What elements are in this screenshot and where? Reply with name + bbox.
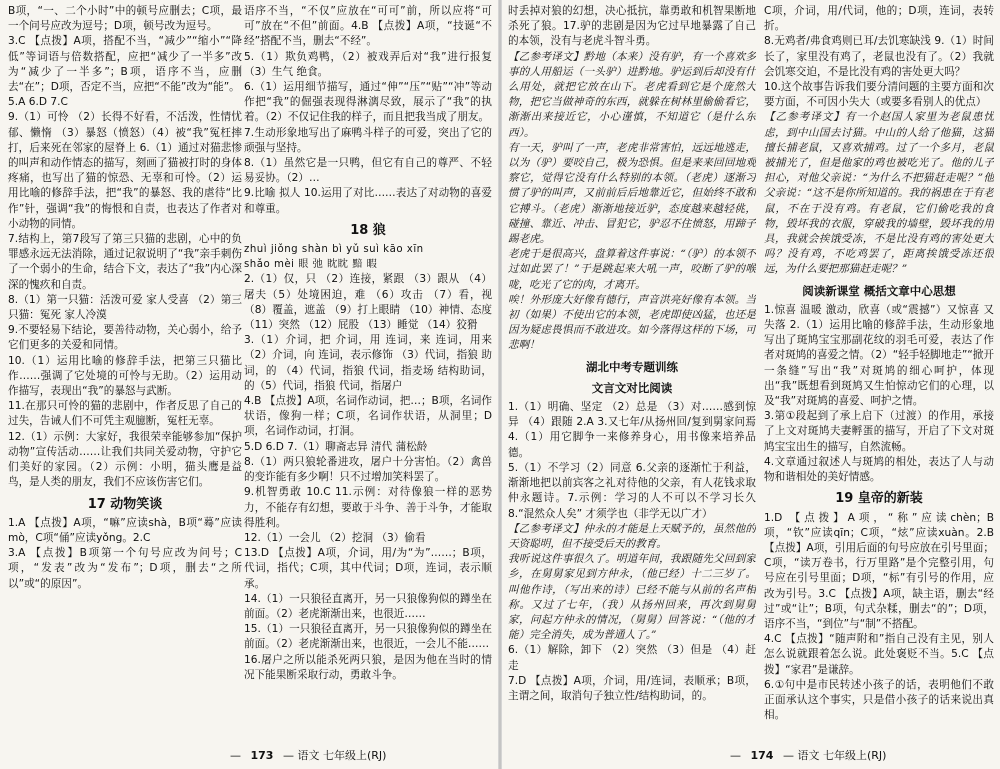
answer-paragraph: 5.A 6.D 7.C [8,96,68,109]
answer-paragraph: 时丢掉对狼的幻想，决心抵抗，靠勇敢和机智果断地杀死了狼。17.驴的悲剧是因为它过早地暴露了自己的本领，没有与老虎斗智斗勇。 [508,5,756,48]
left-column-2 [244,4,492,732]
right-column-1 [508,4,756,732]
answer-paragraph: 语序不当，“不仅”应放在“可可”前，所以应将“可可”放在“不但”前面。4.B 【点拨】A项，“技诞“不经”搭配不当，删去“不经”。 [244,5,492,48]
answer-paragraph: 12.（1）一会儿 （2）挖洞 （3）偷看 [244,531,426,544]
answer-paragraph: 7.结构上，第7段写了第三只猫的悲剧，心中的负罪感永远无法消除，通过记叙说明了“我”亲手刺伤了一个弱小的生命，结合下文，表达了“我”内心深深的愧疚和自责。 [8,233,242,291]
translation-paragraph: 【乙参考译文】仲永的才能是上天赋予的，虽然他的天资聪明，但不接受后天的教育。 [508,522,756,550]
answer-paragraph: 12.（1）示例：大家好，我很荣幸能够参加“保护动物”宣传活动……让我们共同关爱动物，守护它们美好的家园。（2）示例：小明，猫头鹰是益鸟，是人类的朋友，我们不应该伤害它们。 [8,430,242,489]
answer-paragraph: 8.（1）两只狼轮番进攻，屠户十分害怕。（2）禽兽的变诈能有多少啊！只不过增加笑料罢了。 [244,455,492,484]
answer-paragraph: 5.（1）不学习（2）同意 6.父亲的逐渐忙于利益，渐渐地把以前宾客之礼对待他的父亲，有人花钱求取仲永题诗。7.示例：学习的人不可以不学习长久 8.“混然众人矣” 才须学也（非学无以广才） [508,461,756,520]
answer-paragraph: 7.D 【点拨】A项，介词，用/连词，表顺承；B项，主谓之间，取消句子独立性/结构助词，的。 [508,674,756,702]
answer-paragraph: 15.（1）一只狼径直离开，另一只狼像狗似的蹲坐在前面。（2）老虎渐渐出来，也很近，一会儿不能…… [244,623,492,651]
right-column-2 [764,4,994,732]
section-title-hubei: 湖北中考专题训练 [586,359,678,374]
footer-label: 语文 七年级上(RJ) [797,749,887,762]
right-page-footer: — 174 — 语文 七年级上(RJ) [730,749,887,762]
answer-paragraph: 7.生动形象地写出了麻鸭斗样子的可爱，突出了它的顽强与坚持。 [244,126,492,154]
answer-paragraph: 11.在那只可怜的猫的悲剧中，作者反思了自己的过失，告诫人们不可凭主观臆断，冤枉无辜。 [8,400,242,428]
answer-paragraph: 1.A 【点拨】A项，“嘛”应读shà，B项“蓦”应读mò，C项“俑”应读yǒng。2.C [8,516,242,544]
answer-paragraph: 2.（1）仅，只 （2）连接，紧跟 （3）跟从 （4）屠夫（5）处境困迫，难 （6）攻击 （7）看，视 （8）覆盖，遮盖 （9）打上眼睛 （10）神情、态度（11）突然 （12）屁股 （13）睡觉 （14）狡猾 [244,273,492,332]
answer-paragraph: 9.（1）可怜 （2）长得不好看，不活泼，性情忧郁、懒惰 （3）暴怒（愤怒）（4）被“我”冤枉摔打，后来死在邻家的屋脊上 6.（1）通过对猫悲惨的叫声和动作情态的描写，刻画了猫被打时的身体疼痛，也写出了猫的惊恐、无辜和可怜。（2）运用比喻的修辞手法，把“我”的暴怒、我的虐待“比作”针，强调“我”的悔恨和自责，也表达了作者对小动物的同情。 [8,111,242,230]
section-title-18: 18 狼 [350,222,386,238]
answer-paragraph: 14.（1）一只狼径直离开，另一只狼像狗似的蹲坐在前面。（2）老虎渐渐出来，也很近…… [244,592,492,620]
page-number: 174 [750,749,774,762]
answer-paragraph: 10.这个故事告诉我们要分清问题的主要方面和次要方面，不可因小失大（或要多看别人的优点） [764,81,994,109]
answer-paragraph: 8.无鸡者/弗食鸡则已耳/去饥寒缺浅 9.（1）时间长了，家里没有鸡了，老鼠也没有了。（2）我就会饥寒交迫，不是比没有鸡的害处更大吗？ [764,35,994,78]
right-page [500,0,1000,769]
answer-paragraph: 1.（1）明确、坚定 （2）总是 （3）对……感到惊异 （4）跟随 2.A 3.又七年/从扬州回/复到舅家问焉 4.（1）用它脚争一来修养身心，用书像来培养品德。 [508,401,756,459]
answer-paragraph: 9.机智勇敢 10.C 11.示例：对待像狼一样的恶势力，不能存有幻想，要敢于斗争、善于斗争，才能取得胜利。 [244,486,492,529]
answer-paragraph: 5.（1）欺负鸡鸭，（2）被戏弄后对“我”进行报复（3）生气 绝食。 [244,50,492,78]
answer-paragraph: 1.D 【点拨】A项，“称”应读chèn；B项，“钦”应读qīn；C项，“炫”应读xuàn。2.B 【点拨】A项，引用后面的句号应放在引号里面；C项，“读万卷书，行万里路”是个完整引用，句号应在引号里面；D项，“标”有引号的作用，应改为引号。3.C 【点拨】A项，缺主语，删去“经过”或“让”；B项，句式杂糅，删去“的”；D项，语序不当，“到位”与“制”不搭配。 [764,511,994,630]
answer-paragraph: 13.D 【点拨】A项，介词，用/为“为”……；B项，代词，指代；C项，其中代词；D项，连词，表示顺承。 [244,547,492,590]
translation-paragraph: 老虎于是很高兴，盘算着这件事说：“（驴）的本领不过如此罢了！”于是跳起来大吼一声，咬断了驴的喉咙，吃光了它的肉，才离开。 [508,248,756,291]
section-title-reading: 阅读新课堂 概括文章中心思想 [802,283,956,298]
left-page-footer: — 173 — 语文 七年级上(RJ) [230,749,387,762]
footer-label: 语文 七年级上(RJ) [297,749,387,762]
answer-paragraph: 10.（1）运用比喻的修辞手法，把第三只猫比作……强调了它处境的可怜与无助。（2）运用动作描写，表现出“我”的暴怒与武断。 [8,354,242,398]
pinyin-line: shǎo mèi 眼 弛 眈眈 黯 暇 [244,259,378,271]
translation-paragraph: 唉！外形庞大好像有德行，声音洪亮好像有本领。当初（如果）不使出它的本领，老虎即使凶猛，也还是因为疑虑畏惧而不敢进攻。如今落得这样的下场，可悲啊！ [508,293,756,352]
pinyin-line: zhuì jiǒng shàn bì yǔ suì kāo xīn [244,244,424,256]
translation-paragraph: 我听说这件事很久了。明道年间，我跟随先父回到家乡，在舅舅家见到方仲永，（他已经）十二三岁了。叫他作诗，（写出来的诗）已经不能与从前的名声相称。又过了七年，（我）从扬州回来，再次到舅舅家，问起方仲永的情况，（舅舅）回答说：“（他的才能）完全消失，成为普通人了。” [508,553,756,642]
answer-paragraph: 8.（1）虽然它是一只鸭，但它有自己的尊严、不轻易妥协。（2）… [244,157,492,185]
answer-paragraph: C项，介词，用/代词，他的；D项，连词，表转折。 [764,5,994,33]
answer-paragraph: B项，“一、二个小时”中的顿号应删去；C项，最一个问号应改为逗号；D项，顿号改为逗号。 [8,5,242,33]
translation-paragraph: 有一天，驴叫了一声，老虎非常害怕，远远地逃走，以为（驴）要咬自己，极为恐惧。但是来来回回地观察它，觉得它没有什么特别的本领。（老虎）逐渐习惯了驴的叫声，又前前后后地靠近它，但始终不敢和它搏斗。（老虎）渐渐地接近驴，态度越来越轻佻，碰撞、靠近、冲击、冒犯它，驴忍不住愤怒，用蹄子踢老虎。 [508,141,756,246]
translation-paragraph: 【乙参考译文】有一个赵国人家里为老鼠患忧虑，到中山国去讨猫。中山的人给了他猫，这猫擅长捕老鼠，又喜欢捕鸡。过了一个多月，老鼠被捕光了，但是他家的鸡也被吃光了。他的儿子担心，对他父亲说：“为什么不把猫赶走呢？”他父亲说：“这不是你所知道的。我的祸患在于有老鼠，不在于没有鸡。有老鼠，它们偷吃我的食物，毁坏我的衣服，穿破我的墙壁，毁坏我的用具，我就会挨饿受冻，不是比没有鸡的害处更大吗？没有鸡，不吃鸡罢了，距离挨饿受冻还很远，为什么要把那猫赶走呢？” [764,111,994,276]
answer-paragraph: 9.不要轻易下结论，要善待动物，关心弱小，给予它们更多的关爱和同情。 [8,324,242,352]
answer-paragraph: 9.比喻 拟人 10.运用了对比……表达了对动物的喜爱和尊重。 [244,187,492,215]
left-column-1 [8,4,242,732]
answer-paragraph: 6.①句中是市民转述小孩子的话，表明他们不敢正面承认这个事实，只是借小孩子的话来说出真相。 [764,678,994,722]
answer-paragraph: 8.（1）第一只猫：活泼可爱 家人受喜 （2）第三只猫：冤死 家人冷漠 [8,293,242,322]
answer-paragraph: 4.文章通过叙述人与斑鸠的相处，表达了人与动物和谐相处的美好情感。 [764,455,994,484]
section-title-17: 17 动物笑谈 [87,496,163,512]
answer-paragraph: 3.C 【点拨】A项，搭配不当，“减少”“缩小”“降低”等词语与倍数搭配，应把“减少了一半多”改为“减少了一半多”；B项，语序不当，应删去“在”；D项，否定不当，应把“不能”改为“能”。 [8,35,242,94]
page-number: 173 [250,749,274,762]
translation-paragraph: 【乙参考译文】黔地（本来）没有驴，有一个喜欢多事的人用船运（一头驴）进黔地。驴运到后却没有什么用处，就把它放在山下。老虎看到它是个庞然大物，把它当做神奇的东西，就躲在树林里偷偷看它，渐渐出来接近它，小心谨慎，不知道它（是什么东西）。 [508,50,756,139]
answer-paragraph: 5.D 6.D 7.（1）聊斋志异 清代 蒲松龄 [244,440,428,453]
answer-paragraph: 6.（1）解除，卸下 （2）突然 （3）但是 （4）赶走 [508,644,756,672]
answer-paragraph: 3.（1）介词，把 介词，用 连词，来 连词，用来（2）介词，向 连词，表示修饰 （3）代词，指狼 助词，的 （4）代词，指狼 代词，指麦场 结构助词，的（5）代词，指狼 代词，指屠户 [244,334,492,392]
answer-paragraph: 3.第①段起到了承上启下（过渡）的作用，承接了上文对斑鸠夫妻孵蛋的描写，开启了下文对斑鸠宝宝出生的描写，自然流畅。 [764,410,994,453]
answer-paragraph: 3.A 【点拨】B项第一个句号应改为问号；C项，“发表”改为“发布”；D项，删去“之所以”或“的原因”。 [8,547,242,590]
answer-paragraph: 6.（1）运用细节描写，通过“伸”“压”“贴”“冲”等动作把“我”的倔强表现得淋漓尽致，展示了“我”的执着。（2）不仅记住我的样子，而且把我当成了朋友。 [244,81,492,124]
section-title-19: 19 皇帝的新装 [835,491,923,507]
answer-paragraph: 4.C 【点拨】“随声附和”指自己没有主见，别人怎么说就跟着怎么说。此处褒贬不当。5.C 【点拨】“家君”是谦辞。 [764,633,994,676]
answer-paragraph: 4.B 【点拨】A项，名词作动词，把…；B项，名词作状语，像狗一样；C项，名词作状语，从洞里；D项，名词作动词，打洞。 [244,395,492,438]
answer-paragraph: 16.屠户之所以能杀死两只狼，是因为他在当时的情况下能果断采取行动，勇敢斗争。 [244,653,492,681]
section-subtitle: 文言文对比阅读 [591,380,673,395]
answer-paragraph: 1.惊喜 温暖 激动，欣喜（或“震撼”）又惊喜 又失落 2.（1）运用比喻的修辞手法，生动形象地写出了斑鸠宝宝那副花纹的羽毛可爱，表达了作者对斑鸠的喜爱之情。（2）“轻手轻脚地走”“掀开一条缝”写出“我”对斑鸠的细心呵护，体现出“我”既想看到斑鸠又生怕惊动它们的心理，以及“我”对斑鸠的喜爱、呵护之情。 [764,303,994,408]
